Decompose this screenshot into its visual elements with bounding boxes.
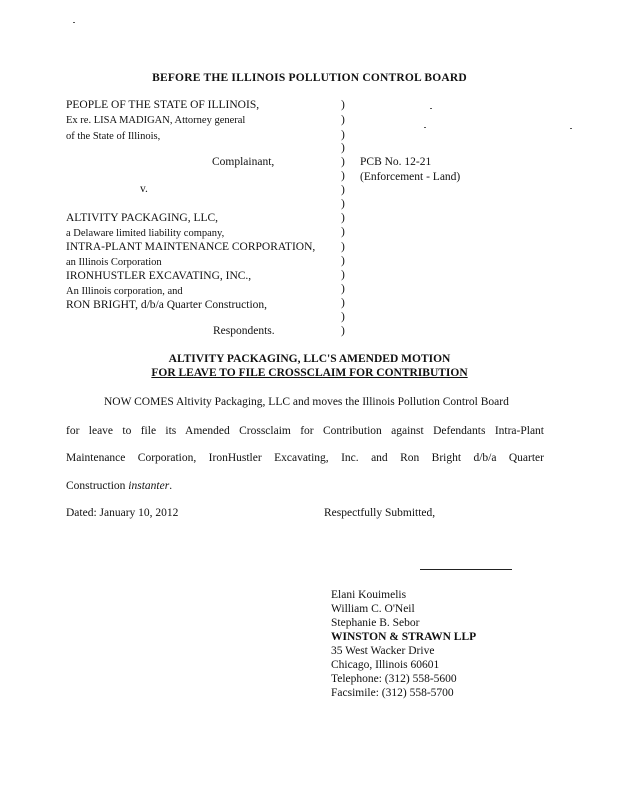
board-title: BEFORE THE ILLINOIS POLLUTION CONTROL BOARD: [152, 72, 467, 84]
scan-speck: [430, 108, 432, 109]
attorney-name: Stephanie B. Sebor: [331, 617, 420, 629]
caption-defendant-line: an Illinois Corporation: [66, 257, 162, 268]
paren: ): [341, 241, 345, 253]
paren: ): [341, 198, 345, 210]
scan-speck: [424, 127, 426, 128]
paren: ): [341, 297, 345, 309]
body-line: for leave to file its Amended Crossclaim for Contribution against Defendants Intra-Plant: [66, 425, 544, 437]
paren: ): [341, 226, 345, 238]
paren: ): [341, 184, 345, 196]
paren: ): [341, 156, 345, 168]
body-line: Maintenance Corporation, IronHustler Excavating, Inc. and Ron Bright d/b/a Quarter: [66, 452, 544, 464]
case-type: (Enforcement - Land): [360, 171, 461, 183]
paren: ): [341, 269, 345, 281]
signature-line: [420, 569, 512, 570]
attorney-name: Elani Kouimelis: [331, 589, 407, 601]
case-number: PCB No. 12-21: [360, 156, 432, 168]
firm-name: WINSTON & STRAWN LLP: [331, 631, 477, 643]
date-line: Dated: January 10, 2012: [66, 507, 179, 519]
instanter-text: instanter: [128, 480, 170, 492]
caption-plaintiff-line: PEOPLE OF THE STATE OF ILLINOIS,: [66, 99, 260, 111]
paren: ): [341, 114, 345, 126]
body-line: [66, 480, 544, 492]
paren: ): [341, 255, 345, 267]
motion-title-line2: FOR LEAVE TO FILE CROSSCLAIM FOR CONTRIBUTION: [151, 367, 468, 379]
respondents-label: Respondents.: [213, 325, 275, 337]
attorney-name: William C. O'Neil: [331, 603, 415, 615]
firm-address: Chicago, Illinois 60601: [331, 659, 440, 671]
caption-defendant-line: a Delaware limited liability company,: [66, 228, 225, 239]
firm-telephone: Telephone: (312) 558-5600: [331, 673, 457, 685]
caption-defendant-line: An Illinois corporation, and: [66, 286, 183, 297]
versus-label: v.: [140, 183, 148, 195]
caption-plaintiff-line: Ex re. LISA MADIGAN, Attorney general: [66, 115, 246, 126]
body-text: .: [169, 480, 173, 492]
caption-defendant-line: IRONHUSTLER EXCAVATING, INC.,: [66, 270, 252, 282]
complainant-label: Complainant,: [212, 156, 275, 168]
paren: ): [341, 283, 345, 295]
paren: ): [341, 212, 345, 224]
firm-facsimile: Facsimile: (312) 558-5700: [331, 687, 454, 699]
caption-plaintiff-line: of the State of Illinois,: [66, 131, 161, 142]
scan-speck: [570, 128, 572, 129]
paren: ): [341, 99, 345, 111]
caption-defendant-line: RON BRIGHT, d/b/a Quarter Construction,: [66, 299, 268, 311]
body-line: NOW COMES Altivity Packaging, LLC and moves the Illinois Pollution Control Board: [104, 396, 509, 408]
paren: ): [341, 142, 345, 154]
paren: ): [341, 170, 345, 182]
paren: ): [341, 129, 345, 141]
scan-speck: [73, 22, 75, 23]
paren: ): [341, 325, 345, 337]
paren: ): [341, 311, 345, 323]
caption-defendant-line: INTRA-PLANT MAINTENANCE CORPORATION,: [66, 241, 316, 253]
respectfully-submitted: Respectfully Submitted,: [324, 507, 436, 519]
firm-address: 35 West Wacker Drive: [331, 645, 435, 657]
motion-title-line1: ALTIVITY PACKAGING, LLC'S AMENDED MOTION: [168, 353, 451, 365]
body-text: Construction: [66, 480, 129, 492]
caption-defendant-line: ALTIVITY PACKAGING, LLC,: [66, 212, 219, 224]
